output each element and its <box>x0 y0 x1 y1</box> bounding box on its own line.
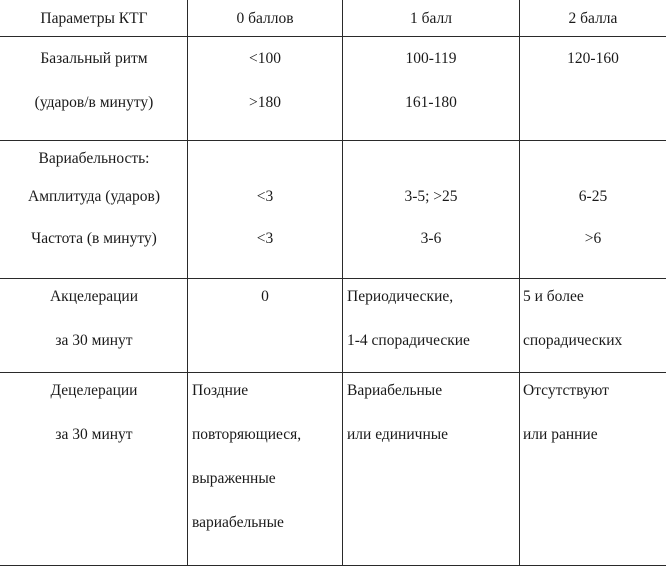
header-cell-score1 <box>343 1 520 37</box>
score0-cell <box>188 141 343 279</box>
score1-cell <box>343 373 520 566</box>
score1-value: 100-119 <box>343 49 519 69</box>
header-cell-score2 <box>520 1 666 37</box>
score0-cell <box>188 279 343 373</box>
header-params-label: Параметры КТГ <box>1 9 187 29</box>
score1-cell <box>343 37 520 141</box>
score2-value: 120-160 <box>520 49 666 69</box>
param-line: Акцелерации <box>1 287 187 307</box>
score0-cell <box>188 37 343 141</box>
score0-cell <box>188 373 343 566</box>
score2-value: Отсутствуют <box>520 381 666 401</box>
score2-value: 6-25 <box>520 187 666 207</box>
score1-value: Периодические, <box>343 287 519 307</box>
score1-value: Вариабельные <box>343 381 519 401</box>
score2-value: спорадических <box>520 331 666 351</box>
score2-cell <box>520 37 666 141</box>
table-row-accelerations <box>1 279 666 373</box>
score2-value: 5 и более <box>520 287 666 307</box>
score1-value: 1-4 спорадические <box>343 331 519 351</box>
param-line: Базальный ритм <box>1 49 187 69</box>
header-cell-params <box>1 1 188 37</box>
param-line: за 30 минут <box>1 331 187 351</box>
table-row-basal-rhythm <box>1 37 666 141</box>
score1-value: или единичные <box>343 425 519 445</box>
table-row-decelerations <box>1 373 666 566</box>
score2-value: >6 <box>520 229 666 249</box>
score0-value: выраженные <box>188 469 342 489</box>
score2-cell <box>520 141 666 279</box>
score0-value: >180 <box>188 93 342 113</box>
header-row <box>1 1 666 37</box>
param-line: (ударов/в минуту) <box>1 93 187 113</box>
score0-value: 0 <box>188 287 342 307</box>
param-cell <box>1 279 188 373</box>
param-line: Амплитуда (ударов) <box>1 187 187 207</box>
header-score2-label: 2 балла <box>520 9 666 29</box>
score1-value: 161-180 <box>343 93 519 113</box>
score2-cell <box>520 373 666 566</box>
param-cell <box>1 373 188 566</box>
header-score1-label: 1 балл <box>343 9 519 29</box>
header-cell-score0 <box>188 1 343 37</box>
header-score0-label: 0 баллов <box>188 9 342 29</box>
score0-value: <3 <box>188 187 342 207</box>
param-line: Децелерации <box>1 381 187 401</box>
score2-value: или ранние <box>520 425 666 445</box>
score1-value: 3-6 <box>343 229 519 249</box>
score1-value: 3-5; >25 <box>343 187 519 207</box>
score1-cell <box>343 141 520 279</box>
score0-value: повторяющиеся, <box>188 425 342 445</box>
param-line: Частота (в минуту) <box>1 229 187 249</box>
score1-cell <box>343 279 520 373</box>
score2-cell <box>520 279 666 373</box>
param-cell <box>1 37 188 141</box>
param-line: Вариабельность: <box>1 149 187 169</box>
param-line: за 30 минут <box>1 425 187 445</box>
score0-value: вариабельные <box>188 513 342 533</box>
score0-value: <100 <box>188 49 342 69</box>
score0-value: <3 <box>188 229 342 249</box>
table-row-variability <box>1 141 666 279</box>
score0-value: Поздние <box>188 381 342 401</box>
param-cell <box>1 141 188 279</box>
